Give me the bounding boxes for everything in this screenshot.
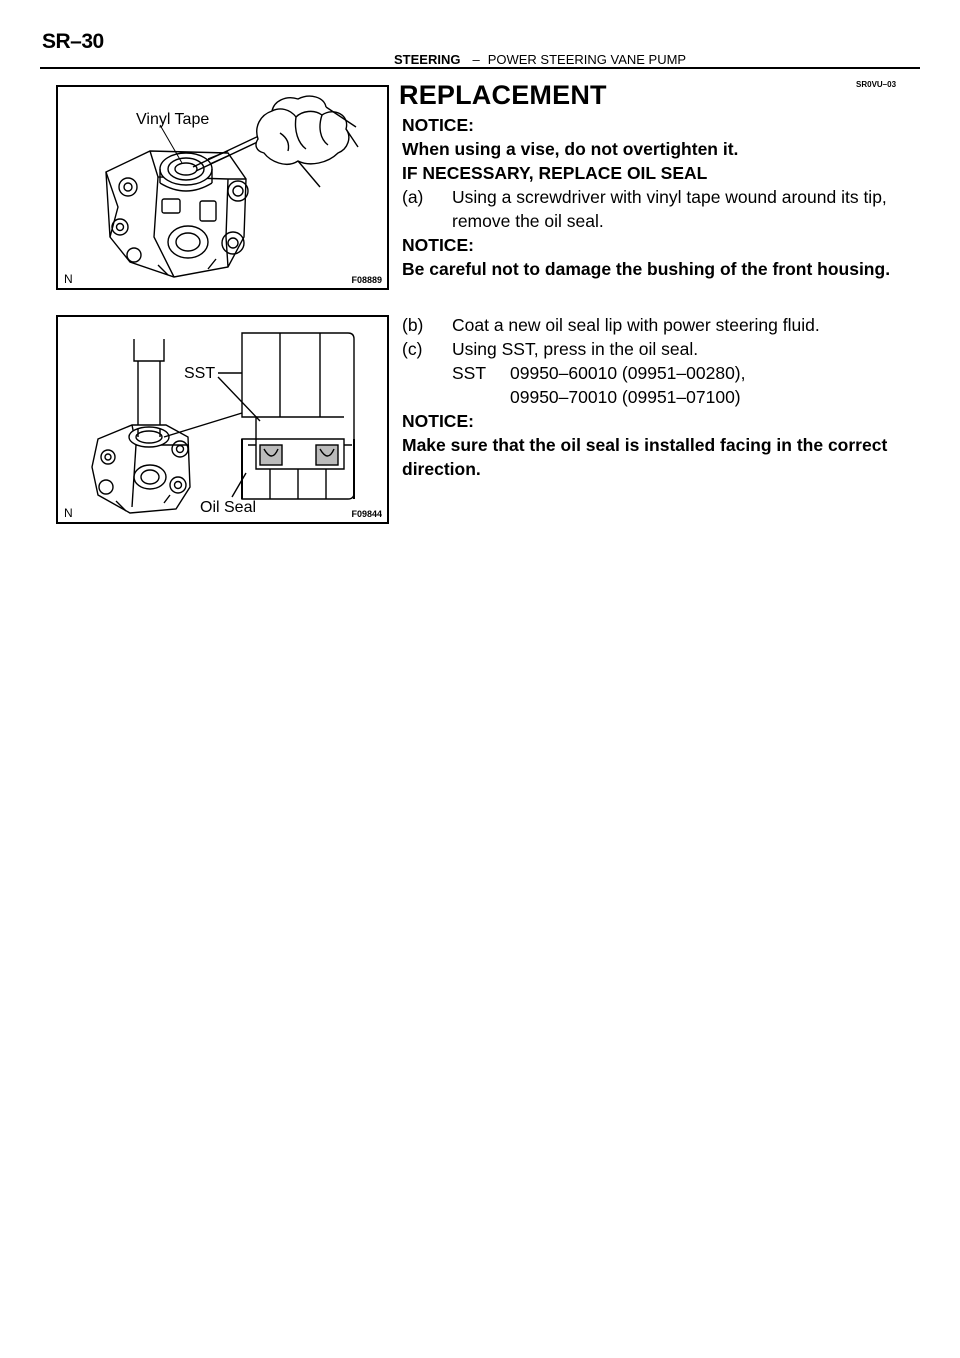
figure-n-label: N	[64, 506, 73, 520]
step-text: Coat a new oil seal lip with power steering fluid.	[452, 315, 820, 335]
sst-oil-seal-illustration	[58, 317, 387, 522]
step-text: Using a screwdriver with vinyl tape wound around its tip, remove the oil seal.	[452, 187, 887, 231]
header-rule	[40, 67, 920, 69]
sst-line-2	[402, 385, 922, 409]
callout-vinyl-tape: Vinyl Tape	[136, 111, 210, 128]
section-header	[394, 52, 686, 67]
sst-part-numbers-1: 09950–60010 (09951–00280),	[510, 363, 746, 383]
notice-text: Make sure that the oil seal is installed facing in the correct direction.	[402, 435, 888, 479]
subheading: IF NECESSARY, REPLACE OIL SEAL	[402, 163, 708, 183]
document-id: SR0VU–03	[856, 80, 897, 89]
sst-line-1	[402, 361, 922, 385]
notice-label: NOTICE:	[402, 115, 474, 135]
sst-label: SST	[452, 363, 487, 383]
step-text: Using SST, press in the oil seal.	[452, 339, 699, 359]
pump-screwdriver-illustration	[58, 87, 387, 288]
callout-oil-seal: Oil Seal	[200, 499, 257, 516]
subsection-title: POWER STEERING VANE PUMP	[487, 52, 687, 67]
figure-code: F08889	[351, 275, 382, 285]
header-separator: –	[472, 52, 480, 67]
notice-label: NOTICE:	[402, 235, 474, 255]
replacement-text-block	[402, 113, 922, 281]
figure-n-label: N	[64, 272, 73, 286]
notice-text: Be careful not to damage the bushing of the front housing.	[402, 259, 891, 279]
step-label: (a)	[402, 187, 424, 207]
section-title: STEERING	[394, 52, 461, 67]
installation-text-block	[402, 313, 922, 481]
step-c	[402, 337, 922, 361]
notice-text: When using a vise, do not overtighten it.	[402, 139, 739, 159]
callout-sst: SST	[184, 365, 216, 382]
figure-remove-oil-seal	[56, 85, 389, 290]
step-b	[402, 313, 922, 337]
figure-install-oil-seal	[56, 315, 389, 524]
figure-code: F09844	[351, 509, 382, 519]
page-number: SR–30	[42, 30, 104, 53]
step-label: (b)	[402, 315, 424, 335]
step-label: (c)	[402, 339, 423, 359]
notice-label: NOTICE:	[402, 411, 474, 431]
sst-part-numbers-2: 09950–70010 (09951–07100)	[510, 387, 741, 407]
step-a	[402, 185, 922, 233]
page-heading: REPLACEMENT	[399, 80, 607, 110]
